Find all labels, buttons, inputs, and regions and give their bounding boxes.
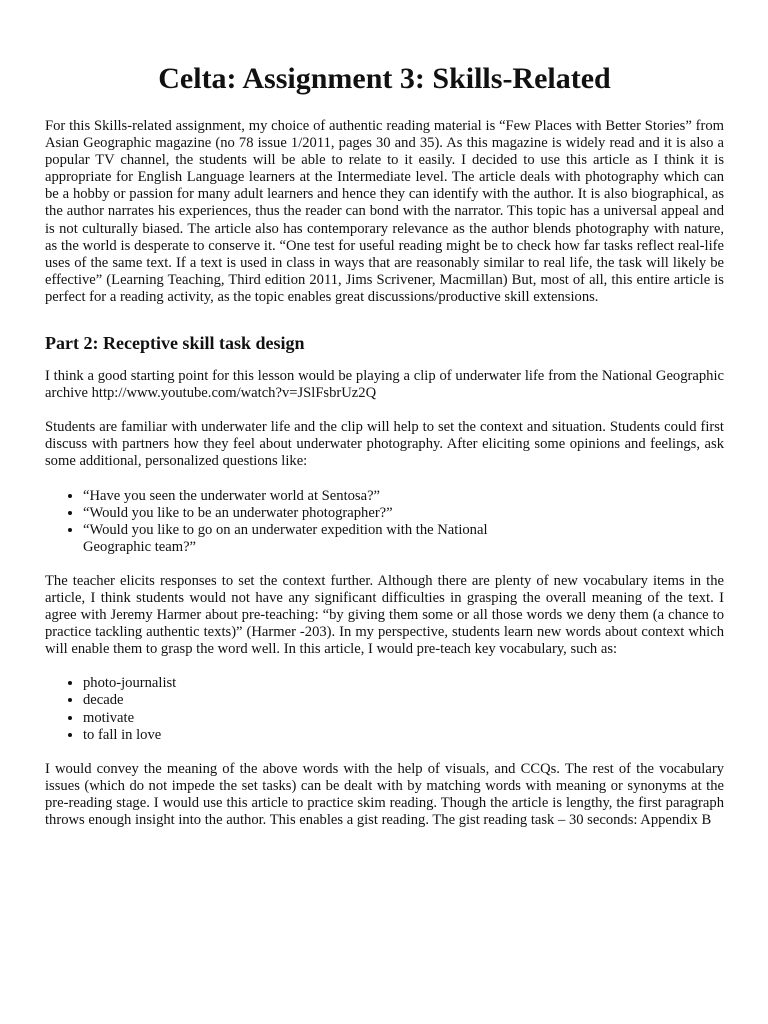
list-item: • photo-journalist (83, 675, 724, 692)
list-item: • motivate (83, 710, 724, 727)
paragraph: I think a good starting point for this lesson would be playing a clip of underwater life from the National Geographic archive http://www.youtube.com/watch?v=JSlFsbrUz2Q (45, 368, 724, 402)
section-heading: Part 2: Receptive skill task design (45, 333, 305, 354)
list-item: • “Would you like to go on an underwater expedition with the National Geographic team?” (83, 522, 523, 556)
document-title: Celta: Assignment 3: Skills-Related (158, 62, 611, 95)
vocab-list (45, 675, 724, 743)
list-item: • “Have you seen the underwater world at Sentosa?” (83, 488, 523, 505)
intro-paragraph: For this Skills-related assignment, my choice of authentic reading material is “Few Places with Better Stories” from Asian Geographic magazine (no 78 issue 1/2011, pages 30 and 35). As this magazine is widely read and it is also a popular TV channel, the students will be able to relate to it easily. I decided to use this article as I think it is appropriate for English Language learners at the Intermediate level. The article deals with photography which can be a hobby or passion for many adult learners and hence they can identify with the author. It is also biographical, as the author narrates his experiences, thus the reader can bond with the narrator. This topic has a universal appeal and is not culturally biased. The article also has contemporary relevance as the author blends photography with nature, as the world is desperate to conserve it. “One test for useful reading might be to check how far tasks reflect real-life uses of the same text. If a text is used in class in ways that are reasonably similar to real life, the task will likely be effective” (Learning Teaching, Third edition 2011, Jims Scrivener, Macmillan) But, most of all, this entire article is perfect for a reading activity, as the topic enables great discussions/productive skill extensions. (45, 118, 724, 305)
paragraph: The teacher elicits responses to set the context further. Although there are plenty of new vocabulary items in the article, I think students would not have any significant difficulties in grasping the overall meaning of the text. I agree with Jeremy Harmer about pre-teaching: “by giving them some or all those words we deny them (a chance to practice tackling authentic texts)” (Harmer -203). In my perspective, students learn new words about context which will enable them to grasp the word well. In this article, I would pre-teach key vocabulary, such as: (45, 572, 724, 658)
list-item: • to fall in love (83, 727, 724, 744)
paragraph: Students are familiar with underwater life and the clip will help to set the context and situation. Students could first discuss with partners how they feel about underwater photography. After eliciting some opinions and feelings, ask some additional, personalized questions like: (45, 419, 724, 470)
list-item: • “Would you like to be an underwater photographer?” (83, 505, 523, 522)
question-list (45, 488, 523, 556)
paragraph: I would convey the meaning of the above words with the help of visuals, and CCQs. The rest of the vocabulary issues (which do not impede the set tasks) can be dealt with by matching words with meaning or synonyms at the pre-reading stage. I would use this article to practice skim reading. Though the article is lengthy, the first paragraph throws enough insight into the author. This enables a gist reading. The gist reading task – 30 seconds: Appendix B (45, 760, 724, 828)
list-item: • decade (83, 692, 724, 709)
